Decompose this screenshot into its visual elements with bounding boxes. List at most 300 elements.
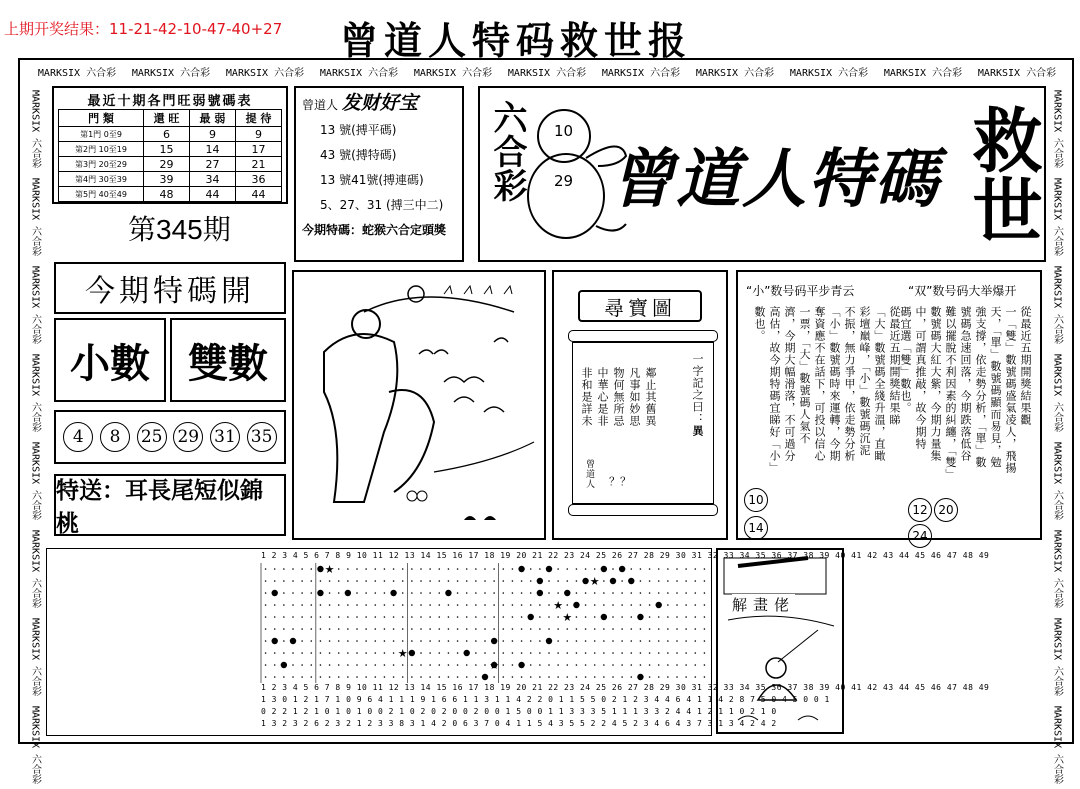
grid-dot xyxy=(512,628,514,630)
grid-dot xyxy=(475,676,477,678)
grid-dot xyxy=(484,604,486,606)
grid-dot xyxy=(557,652,559,654)
hot-table-cell: 39 xyxy=(144,172,190,187)
grid-dot xyxy=(512,592,514,594)
article-col: 中，可謂真推敲，故今期特 xyxy=(914,306,927,450)
grid-dot xyxy=(612,652,614,654)
grid-dot xyxy=(310,580,312,582)
grid-dot xyxy=(466,592,468,594)
hot-table-cell: 44 xyxy=(235,187,281,202)
grid-dot xyxy=(566,628,568,630)
grid-dot xyxy=(365,664,367,666)
grid-dot xyxy=(612,676,614,678)
grid-dot xyxy=(265,604,267,606)
article-box xyxy=(736,270,1042,543)
grid-dot xyxy=(393,664,395,666)
hot-table-cell: 14 xyxy=(189,142,235,157)
grid-dot xyxy=(292,652,294,654)
grid-dot xyxy=(402,664,404,666)
grid-dot xyxy=(384,640,386,642)
grid-dot xyxy=(694,628,696,630)
grid-hit xyxy=(409,650,415,656)
treasure-hint xyxy=(689,353,705,463)
grid-dot xyxy=(365,676,367,678)
strip-logo: MARKSIX 六合彩 xyxy=(29,265,41,345)
grid-dot xyxy=(521,604,523,606)
grid-dot xyxy=(530,676,532,678)
grid-dot xyxy=(320,676,322,678)
grid-dot xyxy=(384,580,386,582)
grid-dot xyxy=(548,604,550,606)
strip-logo: MARKSIX 六合彩 xyxy=(1051,617,1063,697)
grid-dot xyxy=(457,580,459,582)
tips-line: 43 號(搏特碼) xyxy=(320,148,397,162)
grid-dot xyxy=(374,592,376,594)
grid-dot xyxy=(676,580,678,582)
number-ball: 8 xyxy=(100,422,130,452)
tips-line: 13 號41號(搏連碼) xyxy=(320,173,424,187)
grid-dot xyxy=(310,676,312,678)
grid-dot xyxy=(301,616,303,618)
grid-hit xyxy=(390,590,396,596)
grid-blank-area xyxy=(47,549,259,735)
grid-dot xyxy=(548,652,550,654)
grid-dot xyxy=(329,640,331,642)
grid-dot xyxy=(502,592,504,594)
grid-hit xyxy=(537,578,543,584)
grid-dot xyxy=(329,580,331,582)
grid-dot xyxy=(320,652,322,654)
grid-dot xyxy=(576,580,578,582)
masthead-title: 曾道人特码救世报 xyxy=(340,18,693,63)
grid-dot xyxy=(301,568,303,570)
grid-dot xyxy=(457,640,459,642)
grid-dot xyxy=(585,652,587,654)
scroll-top-rod xyxy=(568,330,718,342)
treasure-poem-col: 非和是詳未 xyxy=(580,367,593,427)
grid-dot xyxy=(557,580,559,582)
treasure-hint-char: 異 xyxy=(691,425,704,437)
grid-dot xyxy=(402,640,404,642)
grid-dot xyxy=(466,628,468,630)
grid-dot xyxy=(530,640,532,642)
grid-dot xyxy=(347,580,349,582)
grid-dot xyxy=(448,640,450,642)
open-left: 小數 xyxy=(54,318,166,402)
grid-dot xyxy=(704,592,706,594)
grid-hit xyxy=(564,590,570,596)
grid-dot xyxy=(685,616,687,618)
grid-dot xyxy=(557,628,559,630)
grid-dots xyxy=(261,563,709,683)
tips-heading xyxy=(302,91,456,118)
grid-dot xyxy=(374,604,376,606)
grid-dot xyxy=(493,592,495,594)
grid-dot xyxy=(365,568,367,570)
grid-dot xyxy=(667,664,669,666)
grid-dot xyxy=(694,652,696,654)
grid-dot xyxy=(448,580,450,582)
grid-dot xyxy=(676,592,678,594)
grid-dot xyxy=(356,652,358,654)
grid-dot xyxy=(347,568,349,570)
last-result-value: 11-21-42-10-47-40+27 xyxy=(109,20,283,38)
grid-dot xyxy=(393,640,395,642)
strip-logo: MARKSIX 六合彩 xyxy=(1051,705,1063,785)
grid-dot xyxy=(576,592,578,594)
article-col: 「大」數號碼全綫升溫，直瞰 xyxy=(873,306,886,462)
grid-dot xyxy=(512,664,514,666)
grid-dot xyxy=(676,568,678,570)
grid-dot xyxy=(566,652,568,654)
grid-dot xyxy=(512,676,514,678)
grid-dot xyxy=(420,652,422,654)
grid-dot xyxy=(347,616,349,618)
grid-dot xyxy=(704,676,706,678)
grid-dot xyxy=(585,616,587,618)
grid-dot xyxy=(274,580,276,582)
grid-dot xyxy=(621,628,623,630)
strip-logo: MARKSIX 六合彩 xyxy=(29,89,41,169)
treasure-marks: ？？ xyxy=(609,475,631,488)
grid-dot xyxy=(621,592,623,594)
grid-dot xyxy=(594,676,596,678)
number-ball: 35 xyxy=(247,422,277,452)
grid-dot xyxy=(502,616,504,618)
strip-logo: MARKSIX 六合彩 xyxy=(1051,353,1063,433)
grid-dot xyxy=(557,568,559,570)
grid-dot xyxy=(265,628,267,630)
hot-table-header: 最 弱 xyxy=(189,110,235,127)
grid-dot xyxy=(384,592,386,594)
grid-dot xyxy=(283,592,285,594)
grid-dot xyxy=(365,640,367,642)
grid-dot xyxy=(667,676,669,678)
treasure-poem-col: 物何無所忌 xyxy=(612,367,625,427)
grid-dot xyxy=(402,592,404,594)
grid-hit xyxy=(601,614,607,620)
grid-dot xyxy=(621,604,623,606)
grid-dot xyxy=(329,604,331,606)
grid-hit xyxy=(272,590,278,596)
grid-dot xyxy=(283,676,285,678)
grid-dot xyxy=(347,640,349,642)
grid-hit xyxy=(281,662,287,668)
caption-right: “双”数号码大举爆开 xyxy=(908,284,1017,298)
strip-logo: MARKSIX 六合彩 xyxy=(413,67,493,79)
grid-dot xyxy=(576,676,578,678)
grid-dot xyxy=(365,592,367,594)
grid-dot xyxy=(640,592,642,594)
grid-dot xyxy=(384,664,386,666)
article-col: 高估，故今期特碼宜睇好「小」 xyxy=(768,306,781,474)
grid-dot xyxy=(438,616,440,618)
grid-dot xyxy=(411,604,413,606)
grid-dot xyxy=(310,628,312,630)
grid-dot xyxy=(585,592,587,594)
grid-dot xyxy=(365,580,367,582)
grid-star: ★ xyxy=(589,575,600,588)
grid-dot xyxy=(457,664,459,666)
grid-dot xyxy=(649,628,651,630)
grid-dot xyxy=(649,580,651,582)
hot-table-cell: 36 xyxy=(235,172,281,187)
hot-table-box xyxy=(52,86,288,204)
grid-dot xyxy=(320,664,322,666)
grid-dot xyxy=(557,640,559,642)
grid-row-2: 0 2 2 1 2 1 0 1 0 1 0 0 2 1 0 2 0 2 0 0 2 0 0 1 5 0 0 1 1 3 3 3 5 1 1 1 3 3 2 4 4 1 2 1 1 0 2 1 0 xyxy=(261,707,777,716)
strip-logo: MARKSIX 六合彩 xyxy=(225,67,305,79)
strip-logo: MARKSIX 六合彩 xyxy=(695,67,775,79)
grid-hit xyxy=(482,674,488,680)
grid-dot xyxy=(621,640,623,642)
grid-star: ★ xyxy=(562,611,573,624)
grid-dot xyxy=(411,580,413,582)
grid-dot xyxy=(630,592,632,594)
hot-table xyxy=(58,109,282,202)
grid-dot xyxy=(594,592,596,594)
grid-dot xyxy=(502,580,504,582)
grid-dot xyxy=(502,628,504,630)
grid-dot xyxy=(411,664,413,666)
grid-dot xyxy=(512,568,514,570)
grid-dot xyxy=(402,616,404,618)
grid-dot xyxy=(292,592,294,594)
grid-dot xyxy=(457,616,459,618)
grid-dot xyxy=(484,592,486,594)
grid-dot xyxy=(411,592,413,594)
treasure-signature: 曾道人 xyxy=(584,459,594,489)
grid-dot xyxy=(438,604,440,606)
grid-hit xyxy=(518,662,524,668)
grid-dot xyxy=(667,592,669,594)
treasure-hint-label: 一字記之曰： xyxy=(691,353,704,425)
grid-dot xyxy=(493,568,495,570)
grid-dot xyxy=(438,568,440,570)
grid-dot xyxy=(521,676,523,678)
article-col: 強支撐，依走勢分析，「單」數 xyxy=(974,306,987,469)
grid-dot xyxy=(329,664,331,666)
grid-dot xyxy=(640,664,642,666)
grid-dot xyxy=(429,592,431,594)
grid-dot xyxy=(658,568,660,570)
article-col: 碼宜選「雙」數也。 xyxy=(899,306,912,414)
grid-dot xyxy=(310,640,312,642)
grid-dot xyxy=(329,592,331,594)
grid-dot xyxy=(630,676,632,678)
grid-dot xyxy=(301,652,303,654)
grid-dot xyxy=(585,604,587,606)
grid-dot xyxy=(704,568,706,570)
grid-dot xyxy=(493,604,495,606)
grid-dot xyxy=(576,628,578,630)
circled-right xyxy=(908,498,960,548)
grid-dot xyxy=(457,676,459,678)
grid-dot xyxy=(301,592,303,594)
grid-dot xyxy=(603,604,605,606)
article-col: 「小」數號碼時來運轉，今期 xyxy=(828,306,841,462)
grid-dot xyxy=(548,592,550,594)
hot-table-cell: 27 xyxy=(189,157,235,172)
grid-dot xyxy=(265,640,267,642)
hot-table-cell: 15 xyxy=(144,142,190,157)
strip-logo: MARKSIX 六合彩 xyxy=(29,529,41,609)
grid-dot xyxy=(630,616,632,618)
grid-dot xyxy=(374,628,376,630)
grid-dot xyxy=(566,664,568,666)
grid-dot xyxy=(576,568,578,570)
grid-dot xyxy=(539,664,541,666)
grid-dot xyxy=(438,640,440,642)
grid-dot xyxy=(274,628,276,630)
grid-dot xyxy=(530,568,532,570)
grid-dot xyxy=(676,652,678,654)
grid-dot xyxy=(475,628,477,630)
grid-dot xyxy=(384,616,386,618)
treasure-poem-col: 凡事如妙思 xyxy=(628,367,641,427)
logo-brush-big: 救世 xyxy=(961,104,1044,244)
grid-dot xyxy=(393,568,395,570)
grid-dot xyxy=(576,664,578,666)
treasure-poem xyxy=(579,367,657,427)
grid-dot xyxy=(585,628,587,630)
grid-dot xyxy=(411,568,413,570)
grid-dot xyxy=(694,580,696,582)
grid-dot xyxy=(338,616,340,618)
grid-dot xyxy=(667,628,669,630)
grid-dot xyxy=(356,676,358,678)
grid-dot xyxy=(448,652,450,654)
hot-table-cell: 6 xyxy=(144,127,190,142)
grid-dot xyxy=(411,676,413,678)
grid-dot xyxy=(548,628,550,630)
strip-logo: MARKSIX 六合彩 xyxy=(601,67,681,79)
grid-dot xyxy=(374,664,376,666)
balls-box xyxy=(54,410,286,464)
grid-dot xyxy=(338,592,340,594)
grid-dot xyxy=(566,604,568,606)
grid-dot xyxy=(292,604,294,606)
strip-logo: MARKSIX 六合彩 xyxy=(1051,529,1063,609)
grid-dot xyxy=(274,616,276,618)
grid-dot xyxy=(649,664,651,666)
grid-dot xyxy=(420,592,422,594)
hot-table-row xyxy=(59,172,282,187)
grid-dot xyxy=(310,568,312,570)
strip-logo: MARKSIX 六合彩 xyxy=(1051,441,1063,521)
tips-box xyxy=(294,86,464,262)
grid-dot xyxy=(374,616,376,618)
grid-dot xyxy=(585,664,587,666)
grid-dot xyxy=(429,628,431,630)
strip-logo: MARKSIX 六合彩 xyxy=(319,67,399,79)
grid-dot xyxy=(676,628,678,630)
hot-table-cell: 9 xyxy=(189,127,235,142)
grid-dot xyxy=(484,628,486,630)
grid-dot xyxy=(667,568,669,570)
grid-dot xyxy=(484,652,486,654)
grid-dot xyxy=(557,664,559,666)
grid-dot xyxy=(685,604,687,606)
grid-dot xyxy=(502,568,504,570)
grid-dot xyxy=(502,640,504,642)
grid-dot xyxy=(310,664,312,666)
grid-dot xyxy=(630,568,632,570)
grid-dot xyxy=(585,568,587,570)
hot-table-cell: 17 xyxy=(235,142,281,157)
grid-dot xyxy=(594,628,596,630)
grid-dot xyxy=(621,664,623,666)
circled-left xyxy=(744,488,768,540)
grid-dot xyxy=(704,664,706,666)
grid-dot xyxy=(594,652,596,654)
grid-dot xyxy=(676,640,678,642)
grid-dot xyxy=(694,640,696,642)
grid-dot xyxy=(438,592,440,594)
grid-dot xyxy=(640,640,642,642)
grid-hit xyxy=(345,590,351,596)
grid-dot xyxy=(265,664,267,666)
grid-dot xyxy=(356,592,358,594)
circled-number: 14 xyxy=(744,516,768,540)
grid-dot xyxy=(448,676,450,678)
grid-hit xyxy=(272,638,278,644)
grid-dot xyxy=(265,616,267,618)
grid-dot xyxy=(320,580,322,582)
grid-dot xyxy=(603,640,605,642)
grid-dot xyxy=(283,628,285,630)
grid-dot xyxy=(694,616,696,618)
grid-dot xyxy=(429,568,431,570)
grid-dot xyxy=(292,676,294,678)
grid-dot xyxy=(493,580,495,582)
grid-dot xyxy=(512,616,514,618)
grid-dot xyxy=(566,676,568,678)
grid-hit xyxy=(637,674,643,680)
strip-logo: MARKSIX 六合彩 xyxy=(131,67,211,79)
grid-dot xyxy=(457,652,459,654)
article-col: 奪資應不在話下，可投以信心 xyxy=(813,306,826,462)
grid-dot xyxy=(475,604,477,606)
grid-dot xyxy=(384,604,386,606)
logo-brush-title: 曾道人特碼 xyxy=(610,142,940,217)
grid-hit xyxy=(290,638,296,644)
tips-line: 13 號(搏平碼) xyxy=(320,123,397,137)
grid-dot xyxy=(603,592,605,594)
grid-dot xyxy=(448,604,450,606)
grid-dot xyxy=(356,580,358,582)
grid-dot xyxy=(493,616,495,618)
hot-table-cell: 21 xyxy=(235,157,281,172)
grid-dot xyxy=(438,664,440,666)
grid-dot xyxy=(585,640,587,642)
grid-dot xyxy=(438,628,440,630)
grid-dot xyxy=(530,652,532,654)
grid-dot xyxy=(347,652,349,654)
grid-dot xyxy=(301,580,303,582)
article-col: 天，「單」數號碼顯而易見，勉 xyxy=(989,306,1002,469)
grid-dot xyxy=(512,652,514,654)
grid-hit xyxy=(582,578,588,584)
grid-dot xyxy=(292,664,294,666)
hot-table-row xyxy=(59,142,282,157)
grid-dot xyxy=(539,616,541,618)
old-man-illustration xyxy=(294,272,544,538)
grid-dot xyxy=(512,580,514,582)
last-result-label: 上期开奖结果： xyxy=(4,20,110,38)
grid-dot xyxy=(347,604,349,606)
circled-number: 20 xyxy=(934,498,958,522)
